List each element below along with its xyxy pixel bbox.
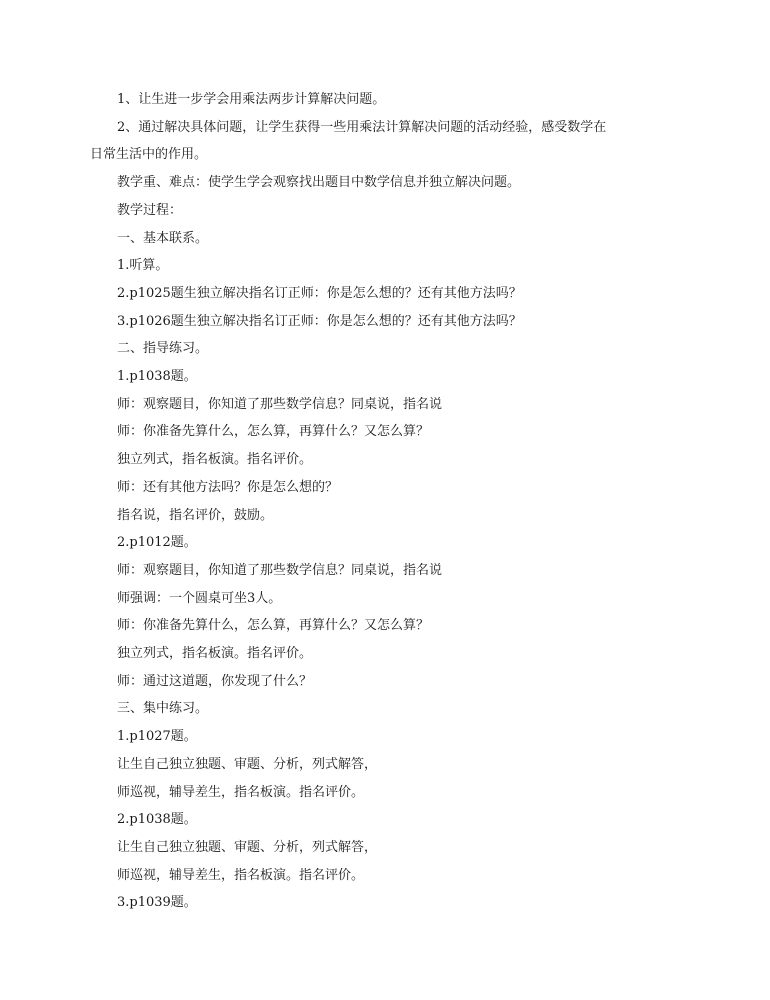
list-item: 师：观察题目，你知道了那些数学信息？同桌说，指名说 (117, 562, 443, 578)
list-item: 独立列式，指名板演。指名评价。 (117, 452, 313, 468)
list-item: 师：你准备先算什么，怎么算，再算什么？又怎么算？ (117, 424, 430, 440)
paragraph-goal-2-continuation: 日常生活中的作用。 (90, 147, 208, 163)
list-item: 1.p1027题。 (117, 729, 197, 745)
list-item: 师：通过这道题，你发现了什么？ (117, 673, 313, 689)
list-item: 师：你准备先算什么，怎么算，再算什么？又怎么算？ (117, 618, 430, 634)
list-item: 2.p1038题。 (117, 812, 197, 828)
section-heading-basic: 一、基本联系。 (117, 230, 209, 246)
list-item: 2.p1025题生独立解决指名订正师：你是怎么想的？还有其他方法吗？ (117, 285, 522, 301)
list-item: 指名说，指名评价，鼓励。 (117, 507, 274, 523)
paragraph-goal-1: 1、让生进一步学会用乘法两步计算解决问题。 (117, 92, 386, 107)
list-item: 师：观察题目，你知道了那些数学信息？同桌说，指名说 (117, 396, 443, 412)
document-body (90, 86, 662, 917)
paragraph-goal-2: 2、通过解决具体问题，让学生获得一些用乘法计算解决问题的活动经验，感受数学在 (117, 119, 607, 135)
list-item: 3.p1026题生独立解决指名订正师：你是怎么想的？还有其他方法吗？ (117, 313, 522, 329)
section-heading-guided: 二、指导练习。 (117, 341, 209, 357)
section-heading-practice: 三、集中练习。 (117, 701, 209, 717)
list-item: 1.听算。 (117, 258, 169, 274)
list-item: 3.p1039题。 (117, 895, 197, 911)
list-item: 让生自己独立独题、审题、分析，列式解答， (117, 756, 378, 772)
paragraph-process-heading: 教学过程： (117, 202, 183, 218)
list-item: 师巡视，辅导差生，指名板演。指名评价。 (117, 867, 365, 883)
list-item: 师巡视，辅导差生，指名板演。指名评价。 (117, 784, 365, 800)
list-item: 让生自己独立独题、审题、分析，列式解答， (117, 839, 378, 855)
list-item: 师：还有其他方法吗？你是怎么想的？ (117, 479, 339, 495)
list-item: 1.p1038题。 (117, 369, 197, 385)
paragraph-key-points: 教学重、难点：使学生学会观察找出题目中数学信息并独立解决问题。 (117, 175, 521, 191)
list-item: 独立列式，指名板演。指名评价。 (117, 646, 313, 662)
list-item: 师强调：一个圆桌可坐3人。 (117, 590, 282, 606)
list-item: 2.p1012题。 (117, 535, 197, 551)
